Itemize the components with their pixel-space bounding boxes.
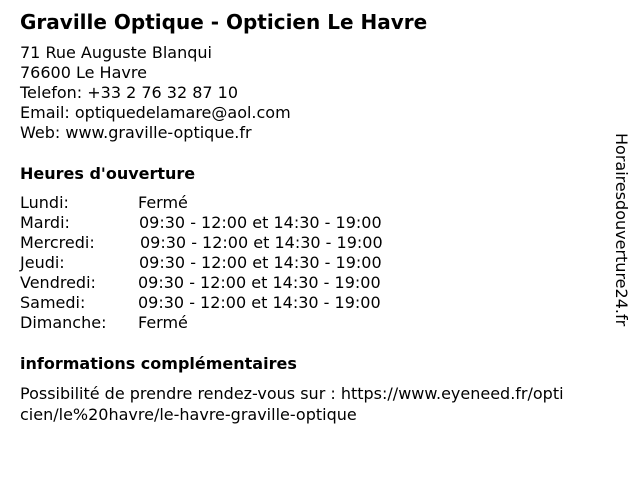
info-heading: informations complémentaires bbox=[20, 354, 297, 373]
info-line-1: Possibilité de prendre rendez-vous sur : https://www.eyeneed.fr/opti bbox=[20, 384, 564, 403]
info-line-2: cien/le%20havre/le-havre-graville-optique bbox=[20, 405, 357, 424]
hours-heading: Heures d'ouverture bbox=[20, 164, 196, 183]
day-label: Mercredi: bbox=[20, 233, 95, 252]
address-city: 76600 Le Havre bbox=[20, 63, 147, 82]
email-line[interactable]: Email: optiquedelamare@aol.com bbox=[20, 103, 291, 122]
time-value: 09:30 - 12:00 et 14:30 - 19:00 bbox=[139, 213, 382, 232]
day-label: Samedi: bbox=[20, 293, 86, 312]
day-label: Jeudi: bbox=[20, 253, 65, 272]
info-text bbox=[20, 383, 605, 425]
day-label: Dimanche: bbox=[20, 313, 107, 332]
day-label: Lundi: bbox=[20, 193, 69, 212]
time-value: Fermé bbox=[138, 193, 188, 212]
time-value: 09:30 - 12:00 et 14:30 - 19:00 bbox=[138, 273, 381, 292]
day-label: Mardi: bbox=[20, 213, 70, 232]
contact-block bbox=[20, 43, 291, 143]
phone-line[interactable]: Telefon: +33 2 76 32 87 10 bbox=[20, 83, 239, 102]
site-watermark bbox=[611, 133, 633, 348]
address-street: 71 Rue Auguste Blanqui bbox=[20, 43, 212, 62]
website-line[interactable]: Web: www.graville-optique.fr bbox=[20, 123, 252, 142]
time-value: 09:30 - 12:00 et 14:30 - 19:00 bbox=[139, 253, 382, 272]
time-value: Fermé bbox=[138, 313, 188, 332]
page-title: Graville Optique - Opticien Le Havre bbox=[20, 10, 428, 34]
day-label: Vendredi: bbox=[20, 273, 96, 292]
time-value: 09:30 - 12:00 et 14:30 - 19:00 bbox=[138, 293, 381, 312]
watermark-text: Horairesdouverture24.fr bbox=[612, 133, 631, 327]
time-value: 09:30 - 12:00 et 14:30 - 19:00 bbox=[140, 233, 383, 252]
